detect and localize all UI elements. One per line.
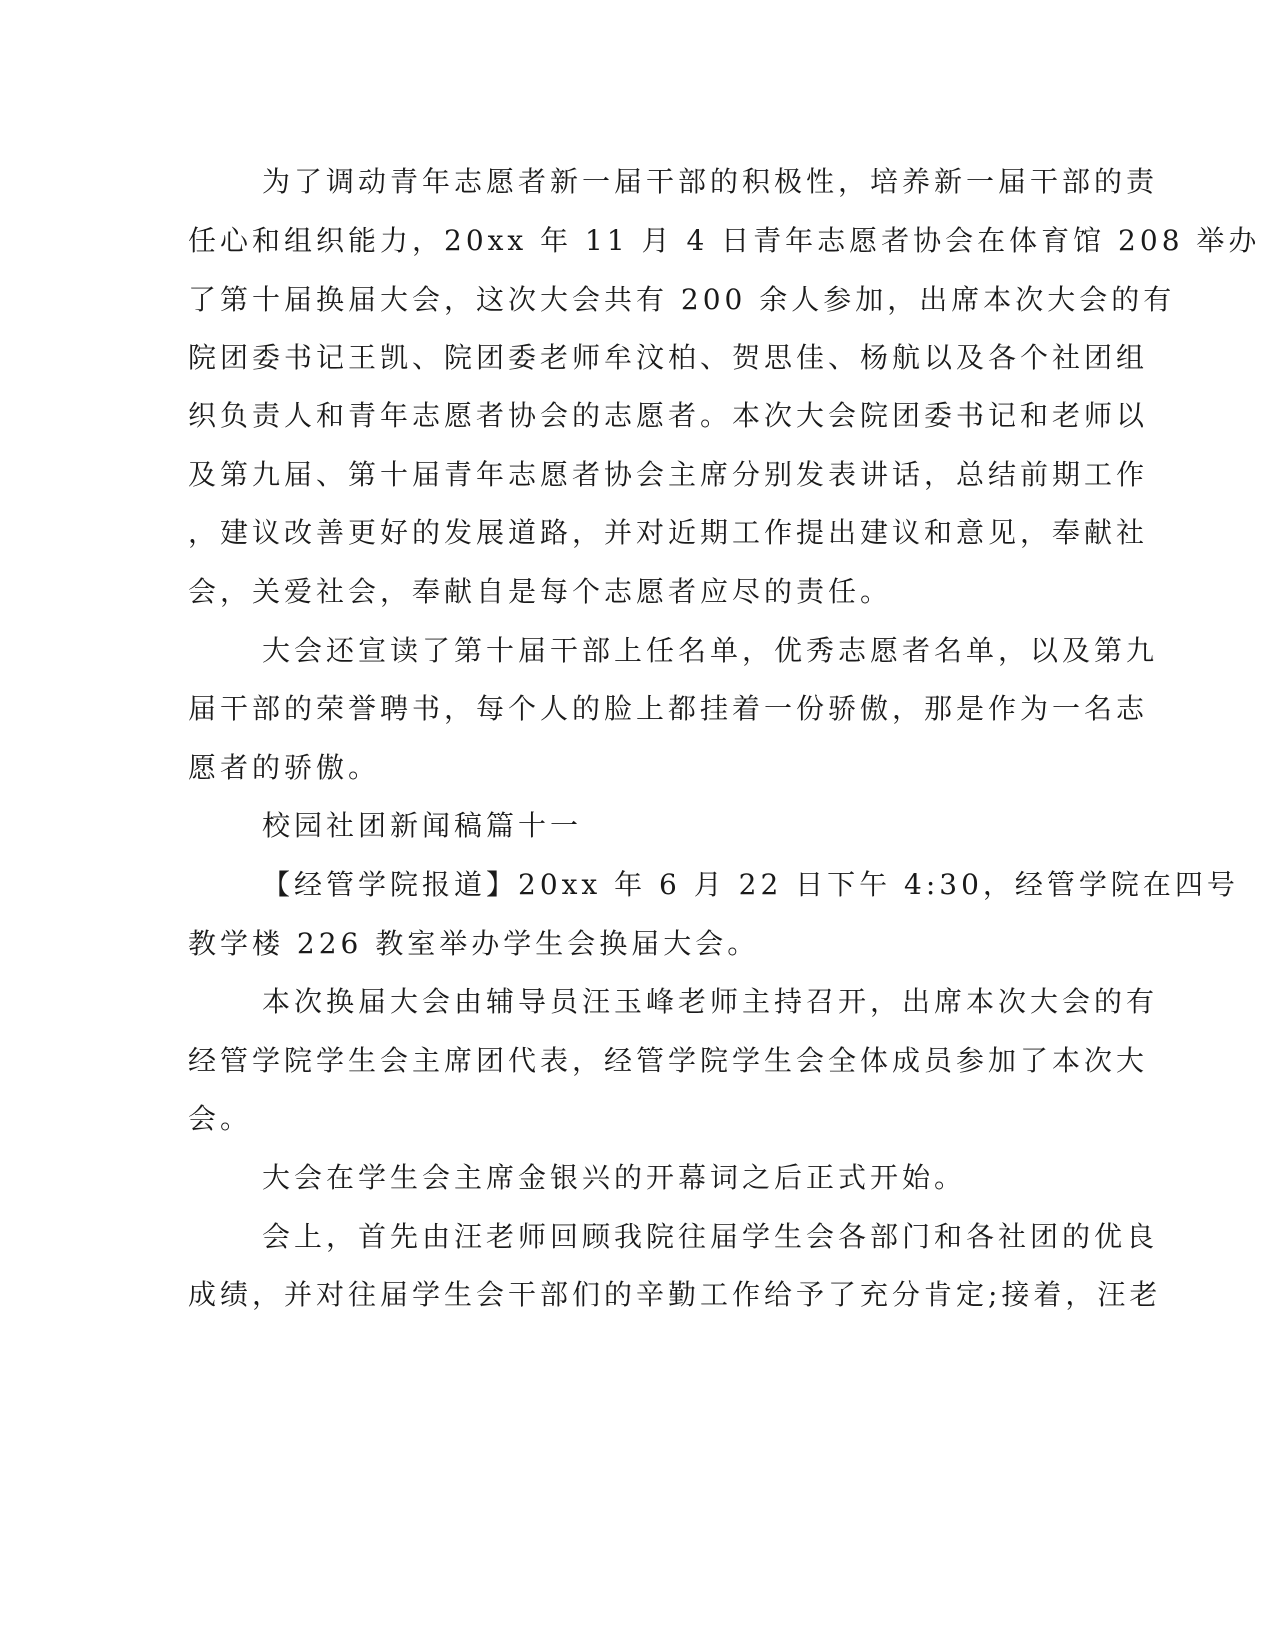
text-line: 【经管学院报道】20xx 年 6 月 22 日下午 4:30，经管学院在四号 — [262, 868, 1239, 901]
text-line: 大会还宣读了第十届干部上任名单，优秀志愿者名单，以及第九 — [262, 634, 1159, 667]
text-line: 经管学院学生会主席团代表，经管学院学生会全体成员参加了本次大 — [188, 1044, 1149, 1077]
text-line: 为了调动青年志愿者新一届干部的积极性，培养新一届干部的责 — [262, 165, 1159, 198]
text-line: 织负责人和青年志愿者协会的志愿者。本次大会院团委书记和老师以 — [188, 399, 1149, 432]
text-line: 了第十届换届大会，这次大会共有 200 余人参加，出席本次大会的有 — [188, 283, 1176, 316]
text-line: 会，关爱社会，奉献自是每个志愿者应尽的责任。 — [188, 575, 893, 608]
text-line: 大会在学生会主席金银兴的开幕词之后正式开始。 — [262, 1161, 967, 1194]
text-line: ，建议改善更好的发展道路，并对近期工作提出建议和意见，奉献社 — [188, 516, 1149, 549]
section-heading: 校园社团新闻稿篇十一 — [262, 809, 583, 842]
text-line: 成绩，并对往届学生会干部们的辛勤工作给予了充分肯定;接着，汪老 — [188, 1278, 1162, 1311]
text-line: 届干部的荣誉聘书，每个人的脸上都挂着一份骄傲，那是作为一名志 — [188, 692, 1149, 725]
text-line: 会上，首先由汪老师回顾我院往届学生会各部门和各社团的优良 — [262, 1220, 1159, 1253]
text-line: 会。 — [188, 1102, 253, 1135]
text-line: 本次换届大会由辅导员汪玉峰老师主持召开，出席本次大会的有 — [262, 985, 1159, 1018]
text-line: 愿者的骄傲。 — [188, 751, 381, 784]
text-line: 教学楼 226 教室举办学生会换届大会。 — [188, 927, 760, 960]
text-line: 及第九届、第十届青年志愿者协会主席分别发表讲话，总结前期工作 — [188, 458, 1149, 491]
text-line: 院团委书记王凯、院团委老师牟汶柏、贺思佳、杨航以及各个社团组 — [188, 341, 1149, 374]
text-line: 任心和组织能力，20xx 年 11 月 4 日青年志愿者协会在体育馆 208 举办 — [188, 224, 1261, 257]
